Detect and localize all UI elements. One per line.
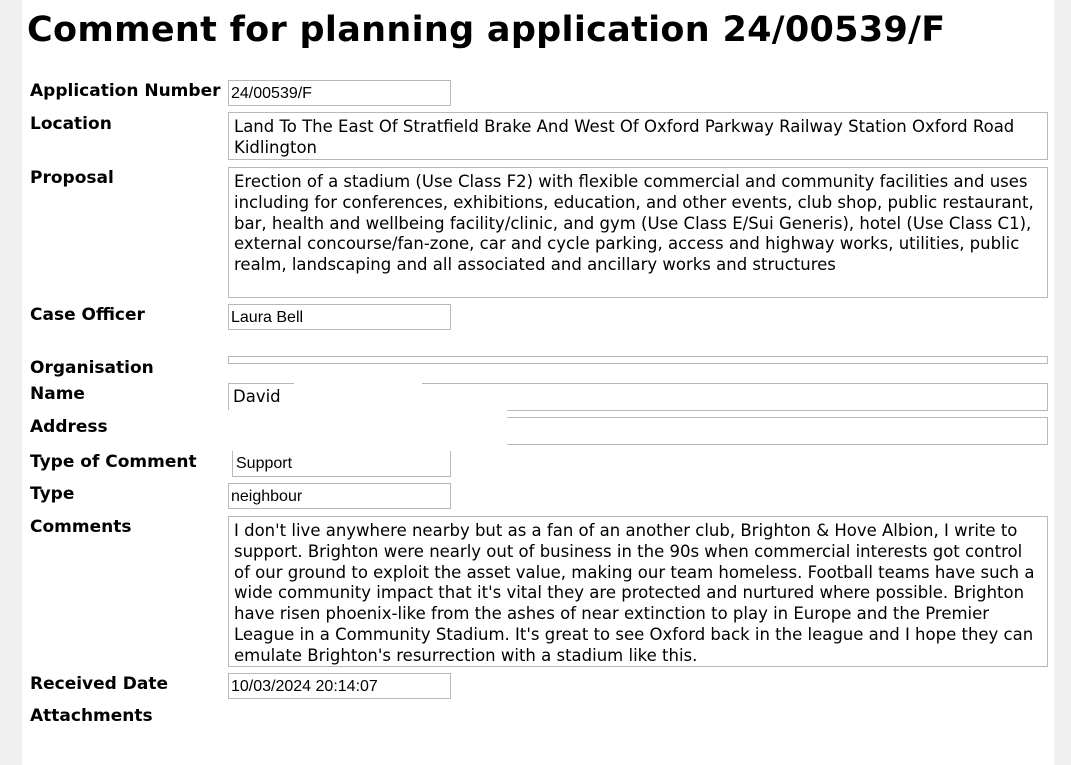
address-label: Address <box>30 417 108 437</box>
organisation-value <box>228 356 1048 364</box>
case-officer-label: Case Officer <box>30 305 145 325</box>
type-of-comment-label: Type of Comment <box>30 452 197 472</box>
comments-value: I don't live anywhere nearby but as a fan of an another club, Brighton & Hove Albion, I write to support. Brighton were nearly out of business in the 90s when commercial interests got control of our ground to exploit the asset value, making our team homeless. Football teams have such a wide community impact that it's vital they are protected and nurtured where possible. Brighton have risen phoenix-like from the ashes of near extinction to play in Europe and the Premier League in a Community Stadium. It's great to see Oxford back in the league and I hope they can emulate Brighton's resurrection with a stadium like this. <box>228 516 1048 667</box>
name-text: David <box>233 387 281 406</box>
comments-label: Comments <box>30 517 132 537</box>
attachments-label: Attachments <box>30 706 153 726</box>
proposal-label: Proposal <box>30 168 114 188</box>
comment-page <box>22 0 1054 765</box>
received-date-label: Received Date <box>30 674 168 694</box>
organisation-label: Organisation <box>30 358 154 378</box>
type-label: Type <box>30 484 75 504</box>
proposal-value: Erection of a stadium (Use Class F2) with flexible commercial and community facilities and uses including for conferences, exhibitions, education, and other events, club shop, public restaurant, bar, health and wellbeing facility/clinic, and gym (Use Class E/Sui Generis), hotel (Use Class C1), external concourse/fan-zone, car and cycle parking, access and highway works, utilities, public realm, landscaping and all associated and ancillary works and structures <box>228 167 1048 298</box>
type-of-comment-value: Support <box>232 451 451 477</box>
application-number-label: Application Number <box>30 81 221 101</box>
type-value: neighbour <box>228 483 451 509</box>
address-redaction <box>222 410 507 450</box>
location-value: Land To The East Of Stratfield Brake And West Of Oxford Parkway Railway Station Oxford Road Kidlington <box>228 112 1048 160</box>
name-label: Name <box>30 384 85 404</box>
received-date-value: 10/03/2024 20:14:07 <box>228 673 451 699</box>
page-title: Comment for planning application 24/00539/F <box>27 10 946 50</box>
case-officer-value: Laura Bell <box>228 304 451 330</box>
application-number-value: 24/00539/F <box>228 80 451 106</box>
location-label: Location <box>30 114 112 134</box>
